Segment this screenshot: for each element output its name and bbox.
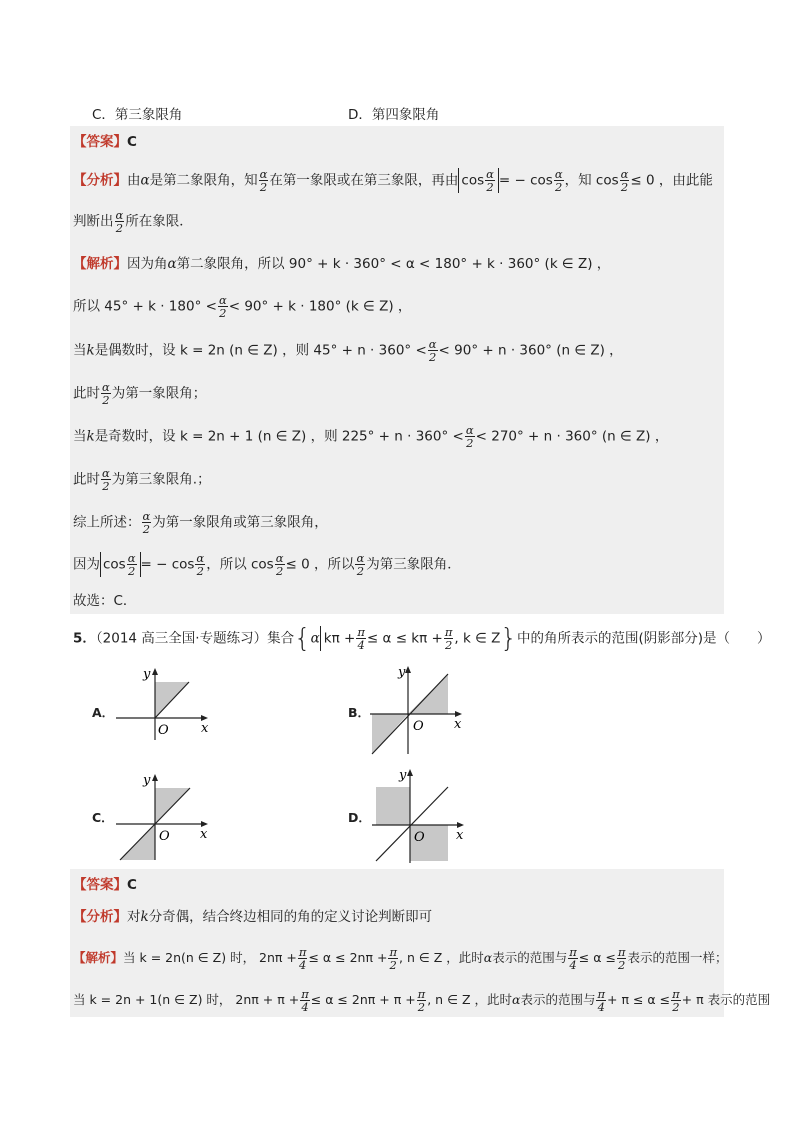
fraction-pi-2: $\frac{\pi}{2}$ bbox=[617, 945, 626, 972]
fraction-alpha-half: $\frac{\alpha}{2}$ bbox=[196, 551, 205, 578]
fraction-alpha-half: $\frac{\alpha}{2}$ bbox=[102, 466, 110, 493]
text: 综上所述： bbox=[73, 514, 141, 531]
origin-label: O bbox=[413, 719, 424, 734]
fraction-alpha-half: $\frac{\alpha}{2}$ bbox=[142, 509, 151, 536]
option-a-figure[interactable] bbox=[112, 664, 212, 742]
analysis-line-5 bbox=[73, 907, 432, 927]
solution-line-5-2 bbox=[73, 988, 770, 1013]
abs-cos-expr: cos $\frac{\alpha}{2}$ bbox=[458, 168, 499, 193]
analysis-line-2 bbox=[73, 209, 193, 234]
text: ，所以 cos bbox=[206, 556, 274, 573]
fraction-alpha-half: $\frac{\alpha}{2}$ bbox=[259, 167, 268, 194]
k-symbol: k bbox=[86, 428, 95, 445]
fraction-alpha-half: $\frac{\alpha}{2}$ bbox=[275, 551, 284, 578]
text: 为第三象限角.； bbox=[111, 471, 211, 488]
text: 在第一象限或在第三象限，再由 bbox=[269, 172, 459, 189]
text: 当 k = 2n + 1(n ∈ Z) 时， 2nπ + π + bbox=[73, 992, 300, 1007]
fraction-alpha-half: $\frac{\alpha}{2}$ bbox=[115, 208, 124, 235]
option-c-figure[interactable] bbox=[112, 770, 212, 862]
question-tail: 中的角所表示的范围(阴影部分)是（ ） bbox=[516, 630, 771, 647]
text: 对 bbox=[127, 909, 141, 925]
origin-label: O bbox=[414, 830, 425, 845]
answer-tag: 【答案】 bbox=[73, 877, 127, 893]
fraction-alpha-half: $\frac{\alpha}{2}$ bbox=[620, 167, 629, 194]
solution-tag: 【解析】 bbox=[73, 256, 127, 272]
text: 第二象限角，所以 90° + k · 360° < α < 180° + k · 360° (k ∈ Z) ， bbox=[176, 256, 611, 272]
text: + π 表示的范围 bbox=[681, 992, 771, 1007]
text: 此时 bbox=[73, 385, 100, 402]
text: ≤ 0 ，所以 bbox=[285, 556, 355, 573]
solution-line-5 bbox=[73, 424, 668, 449]
solution-line-1 bbox=[73, 254, 610, 274]
brace-left: { bbox=[294, 623, 311, 654]
fraction-pi-4: $\frac{\pi}{4}$ bbox=[569, 945, 577, 972]
text: 此时 bbox=[73, 471, 100, 488]
option-d-prev: D．第四象限角 bbox=[348, 107, 440, 123]
text: 表示的范围与 bbox=[520, 992, 596, 1007]
alpha-symbol: α bbox=[511, 992, 521, 1007]
option-b-figure[interactable] bbox=[368, 662, 468, 756]
option-c-prev: C．第三象限角 bbox=[92, 107, 183, 123]
y-arrow bbox=[407, 769, 413, 776]
answer-value: C bbox=[127, 877, 137, 893]
text: 分奇偶，结合终边相同的角的定义讨论判断即可 bbox=[148, 909, 433, 925]
fraction-alpha-half: $\frac{\alpha}{2}$ bbox=[465, 423, 474, 450]
text: 因为角 bbox=[127, 256, 168, 272]
final-choice: 故选：C． bbox=[73, 593, 137, 609]
question-source: （2014 高三全国·专题练习）集合 bbox=[95, 630, 295, 647]
text: 表示的范围与 bbox=[492, 950, 568, 965]
answer-value: C bbox=[127, 134, 137, 150]
solution-line-7 bbox=[73, 510, 328, 535]
text: + π ≤ α ≤ bbox=[607, 992, 671, 1007]
solution-line-6 bbox=[73, 467, 211, 492]
shaded-region bbox=[376, 787, 410, 825]
text: ≤ 0 ，由此能 bbox=[630, 172, 713, 189]
text: 是偶数时，设 k = 2n (n ∈ Z) ，则 45° + n · 360° < bbox=[94, 342, 427, 359]
origin-label: O bbox=[159, 829, 170, 844]
fraction-alpha-half: $\frac{\alpha}{2}$ bbox=[428, 337, 437, 364]
text: 为第三象限角． bbox=[366, 556, 461, 573]
option-c-label: C． bbox=[92, 810, 114, 825]
text: ≤ α ≤ bbox=[578, 950, 616, 965]
abs-cos-expr: cos $\frac{\alpha}{2}$ bbox=[100, 552, 141, 577]
answer-line-5 bbox=[73, 875, 137, 895]
set-condition: kπ + $\frac{\pi}{4}$ ≤ α ≤ kπ + $\frac{\pi}{2}$ , k ∈ Z bbox=[320, 626, 501, 651]
fraction-alpha-half: $\frac{\alpha}{2}$ bbox=[102, 380, 110, 407]
fraction-pi-2: $\frac{\pi}{2}$ bbox=[417, 987, 426, 1014]
alpha-symbol: α bbox=[483, 950, 493, 965]
analysis-tag: 【分析】 bbox=[73, 172, 127, 189]
x-label: x bbox=[456, 828, 464, 843]
question-5-stem bbox=[73, 623, 771, 654]
alpha-symbol: α bbox=[140, 172, 150, 189]
fraction-pi-2: $\frac{\pi}{2}$ bbox=[672, 987, 680, 1014]
text: 当 k = 2n(n ∈ Z) 时， 2nπ + bbox=[123, 950, 297, 965]
text: 由 bbox=[127, 172, 141, 189]
text: = − cos bbox=[498, 172, 553, 189]
x-label: x bbox=[201, 721, 209, 736]
solution-line-2 bbox=[73, 294, 411, 319]
text: 所在象限． bbox=[125, 213, 193, 230]
origin-label: O bbox=[158, 723, 169, 738]
k-symbol: k bbox=[86, 342, 95, 359]
text: , n ∈ Z ，此时 bbox=[399, 950, 484, 965]
y-label: y bbox=[143, 667, 151, 682]
explanation-panel-1 bbox=[70, 126, 724, 614]
analysis-tag: 【分析】 bbox=[73, 909, 127, 925]
y-label: y bbox=[143, 773, 151, 788]
text: 是第二象限角，知 bbox=[149, 172, 258, 189]
text: ≤ α ≤ 2nπ + π + bbox=[310, 992, 416, 1007]
alpha-symbol: α bbox=[167, 256, 177, 272]
text: 当 bbox=[73, 428, 87, 445]
question-number: 5． bbox=[73, 630, 96, 647]
solution-line-4 bbox=[73, 381, 206, 406]
text: < 270° + n · 360° (n ∈ Z) ， bbox=[475, 428, 669, 445]
option-d-label: D． bbox=[348, 810, 371, 825]
option-b-label: B． bbox=[348, 705, 371, 720]
text: ≤ α ≤ 2nπ + bbox=[308, 950, 388, 965]
option-d-figure[interactable] bbox=[368, 765, 468, 865]
text: 表示的范围一样； bbox=[627, 950, 728, 965]
text: 因为 bbox=[73, 556, 100, 573]
text: < 90° + n · 360° (n ∈ Z) ， bbox=[438, 342, 623, 359]
solution-line-5-1 bbox=[73, 946, 728, 971]
fraction-alpha-half: $\frac{\alpha}{2}$ bbox=[554, 167, 563, 194]
fraction-alpha-half: $\frac{\alpha}{2}$ bbox=[356, 551, 365, 578]
fraction-alpha-half: $\frac{\alpha}{2}$ bbox=[218, 293, 227, 320]
option-a-label: A． bbox=[92, 705, 115, 720]
y-label: y bbox=[399, 768, 407, 783]
text: 当 bbox=[73, 342, 87, 359]
solution-line-3 bbox=[73, 338, 623, 363]
solution-line-8 bbox=[73, 552, 461, 577]
alpha-symbol: α bbox=[310, 630, 320, 647]
k-symbol: k bbox=[140, 909, 149, 925]
y-arrow bbox=[152, 668, 158, 675]
text: 为第一象限角； bbox=[111, 385, 207, 402]
answer-tag: 【答案】 bbox=[73, 134, 127, 150]
fraction-pi-2: $\frac{\pi}{2}$ bbox=[389, 945, 397, 972]
text: = − cos bbox=[140, 556, 195, 573]
text: 为第一象限角或第三象限角， bbox=[152, 514, 328, 531]
text: ，知 cos bbox=[564, 172, 619, 189]
answer-line bbox=[73, 132, 137, 152]
fraction-pi-4: $\frac{\pi}{4}$ bbox=[301, 987, 309, 1014]
text: 是奇数时，设 k = 2n + 1 (n ∈ Z) ，则 225° + n · 360° < bbox=[94, 428, 464, 445]
x-label: x bbox=[454, 717, 462, 732]
analysis-line-1 bbox=[73, 168, 713, 193]
x-label: x bbox=[200, 827, 208, 842]
y-label: y bbox=[398, 665, 406, 680]
text: 判断出 bbox=[73, 213, 114, 230]
fraction-pi-4: $\frac{\pi}{4}$ bbox=[597, 987, 606, 1014]
fraction-pi-4: $\frac{\pi}{4}$ bbox=[298, 945, 307, 972]
y-arrow bbox=[152, 774, 158, 781]
solution-tag: 【解析】 bbox=[73, 950, 124, 965]
brace-right: } bbox=[500, 623, 517, 654]
y-arrow bbox=[405, 666, 411, 673]
text: 所以 45° + k · 180° < bbox=[73, 298, 217, 315]
text: < 90° + k · 180° (k ∈ Z) ， bbox=[228, 298, 412, 315]
text: , n ∈ Z ，此时 bbox=[427, 992, 512, 1007]
